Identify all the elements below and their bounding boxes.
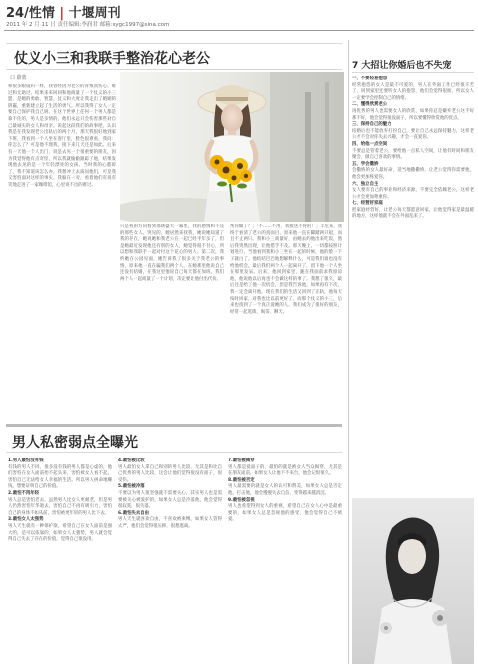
sidebar-section-heading: 五、学会撒娇 (352, 161, 379, 167)
sidebar-divider (348, 40, 349, 664)
woman-portrait-image (352, 498, 474, 664)
section-body: 有钱的男人不同，很多没有钱的男人都是心虚的，他们害怕在女人面前抬不起头来，害怕被女人看不起，害怕自己无法给女人幸福的生活。所以男人拼命地赚钱，想要证明自己的价值。 (8, 464, 112, 490)
article1-photo (120, 72, 344, 222)
section-body: 男人天生就喜欢自由，不喜欢被束缚，如果女人管得太严，他们会觉得很压抑，很想逃离。 (118, 517, 222, 529)
section-body: 男人也希望得到女人的重视，希望自己在女人心中是最重要的，如果女人总是忽视他的感受，他会觉得自己不被爱。 (228, 504, 342, 523)
sidebar-title: 7 大招让你婚后也不失宠 (352, 61, 452, 71)
section-body: 男人天生就有一种保护欲，希望自己在女人面前是强大的，是可以依靠的，如果女人太强势，男人就会觉得自己失去了存在的价值，觉得自己很没用。 (8, 523, 112, 543)
sidebar-title-rule (352, 72, 474, 73)
sidebar-section-heading: 七、经营好家庭 (352, 201, 383, 207)
article1-title: 仗义小三和我联手整治花心老公 (14, 51, 210, 67)
sidebar-section-body: 再优秀的男人也需要女人的欣赏，如果你总是嫌弃老公这不好那不好，他会觉得很没面子，所以要懂得欣赏他的优点。 (352, 108, 474, 121)
page-section-title (6, 2, 121, 21)
sidebar-section-heading: 六、独立自主 (352, 181, 379, 187)
article2-title: 男人私密弱点全曝光 (12, 435, 138, 451)
section-heading: 4.最怕被比较 (118, 458, 145, 463)
article2-column-right (228, 458, 342, 664)
article2-title-rule (6, 452, 342, 453)
separator: | (54, 6, 69, 21)
sidebar-section-heading: 四、给他一点空间 (352, 141, 388, 147)
publication-name: 十堰周刊 (68, 6, 121, 21)
section-body: 男人最需要的就是女人的认可和赞美，如果女人总是否定他，打击他，他会慢慢失去自信，变得越来越消沉。 (228, 484, 342, 496)
section-heading: 3.最怕女人太强势 (8, 517, 44, 523)
article2-column-mid (118, 458, 222, 664)
section-body: 不要以为男人很坚强就不需要关心，其实男人也是需要被关心被爱护的，如果女人总是冷落他，他会觉得很寂寞，很失落。 (118, 490, 222, 510)
page-header (0, 0, 478, 36)
section-heading: 2.最怕不再年轻 (8, 490, 40, 496)
sidebar-section-body: 女人要有自己的事业和经济来源，不要完全依赖老公，这样老公才会更加尊重你。 (352, 188, 474, 200)
sidebar-section-body: 把家庭经营好，让老公每天都愿意回家，让他觉得家是最温暖的地方，这样他就不会在外面乱来了。 (352, 207, 474, 220)
article1-title-rule (6, 69, 342, 70)
section-heading: 1.男人最怕没有钱 (8, 458, 44, 463)
sidebar-section-heading: 二、懂得欣赏老公 (352, 102, 388, 108)
article2-top-rule (6, 424, 342, 427)
article1-column-left: 和很多眼镜妇一样，我曾经因为老公的背叛而伤心、难过和无助过，结果来来回回和他商量了一个仗义的小三盟，是她的勇敢、智慧、仗义和大度让我走出了婚姻的阴霾，重新建立起了生活的勇气。所以我得了女人一定要自己保护我自己呀。在这个世界上任何一个男人都是靠不住的，男人是多情的，他们永远只会伤害那些对自己最诚实的女人和母亲。说起这段我们的故事吧，认识我是在我发现老公出轨后的两个月，那天我很好地到家下班，我看到一个人坐在客厅里，脸色很难看，我问：你怎么了？可是他不理我，接下来几天还是如此。后来有一天他一个人出门，说是去见一个很重要的朋友，因为我觉得他有点奇怪，所以我就偷偷跟踪了他，结果发现他去见的是一个年轻漂亮的女孩。当时我的心都碎了，我不知道该怎么办，我想冲上去质问他们，可是我又害怕面对这样的事实。我躲在一旁，看着他们有说有笑地走进了一家咖啡馆，心里说不出的难过。 (8, 84, 116, 188)
section-heading: 6.最怕失去自由 (118, 510, 150, 516)
sidebar-section-heading: 一、不要轻易抱怨 (352, 76, 388, 81)
section-heading: 9.最怕被忽视 (228, 497, 255, 503)
section-heading: 7.最怕被揭穿 (228, 458, 255, 463)
article1-top-rule (6, 43, 342, 44)
section-body: 男人总是害怕老去，虽然男人比女人更耐老，但是男人仍然害怕年华逝去，害怕自己不再有吸引力，害怕自己的身体不如从前，害怕被更年轻的男人比下去。 (8, 497, 112, 516)
sidebar-body (352, 76, 474, 494)
sidebar-section-body: 会撒娇的女人最好命，适当地撒撒娇，让老公觉得你需要他，他会更加疼爱你。 (352, 168, 474, 180)
sidebar-section-body: 不要总是管着老公，要给他一点私人空间，让他有时间和朋友聚会，做自己喜欢的事情。 (352, 148, 474, 161)
section-heading: 8.最怕被否定 (228, 477, 255, 483)
sidebar-section-body: 经常抱怨的女人是最不可爱的，男人在外面工作已经很辛苦了，回到家里还要听女人的抱怨，他们会觉得很烦，所以女人一定要学会控制自己的情绪。 (352, 82, 474, 101)
article1-column-mid: 只是我的方向看到那场盛大一幕里，我的感情和不良的那些女人。突见的，她居然来找我，她说她知道了我的存在，她说她和我老公在一起已经半年多了，但是她最近发现他还有别的女人，她觉得很不甘心，所以想和我联手一起对付这个花心的男人。第二次，我约她在公园见面，她告诉我了很多关于我老公的事情，原来他一直在骗我们两个人，在她那里他说自己还没有结婚，在我这里他说自己每天都在加班。我们两个人一起商量了一个计划，决定要让他付出代价。 (120, 224, 224, 282)
section-body: 男人最怕女人拿自己和别的男人比较，尤其是和比自己优秀的男人比较，这会让他们觉得很没有面子，很受伤。 (118, 464, 222, 483)
sidebar-photo (352, 498, 474, 664)
section-heading: 5.最怕被冷落 (118, 484, 145, 490)
header-meta: 2011 年 2 月 11 日 责任编辑:李润君 邮箱:sygc1997@sina.com (6, 22, 170, 28)
sidebar-section-body: 结婚后也不能放弃打扮自己，要让自己永远保持魅力，这样老公才不会对你失去兴趣，才会一直爱你。 (352, 128, 474, 141)
woman-with-sunflowers-image (120, 72, 344, 222)
section-body: 男人都是爱面子的，最怕的就是被女人当众揭穿，尤其是在朋友面前，如果女人让他下不来台，他会记恨很久。 (228, 464, 342, 477)
section-name: 24/性情 (6, 6, 55, 21)
article1-byline: 口 蔚蓝 (10, 75, 27, 81)
sidebar-section-heading: 三、保持自己的魅力 (352, 122, 392, 128)
header-rule (4, 30, 474, 31)
article2-column-left (8, 458, 112, 664)
article1-column-right: 帮你做了？」「不……不用，我接送不得的！」丰尼来，我终于看清了老公的真面目，原来他一直在脚踏两只船，而且不止两只。我和小三商量好，由她去约他出来吃饭，然后我突然出现，让他措手不及。那天晚上，一切都按照计划进行，当他看到我和小三坐在一起的时候，他的脸一下子就白了。他结结巴巴地想解释什么，可是我们谁也没有给他机会。最后我们两个人一起离开了，留下他一个人坐在那里发呆。后来，他回到家里，跪在我面前求我原谅他，他说他以后再也不会做这样的事了。我想了很久，最后还是给了他一次机会，但是我告诉他，如果再有下次，我一定会离开他。现在我们的生活又回到了正轨，他每天按时回家，对我也比以前更好了。而那个仗义的小三，后来也找到了一个真正爱她的人，我们成为了很好的朋友，经常一起逛街、喝茶、聊天。 (230, 224, 342, 315)
